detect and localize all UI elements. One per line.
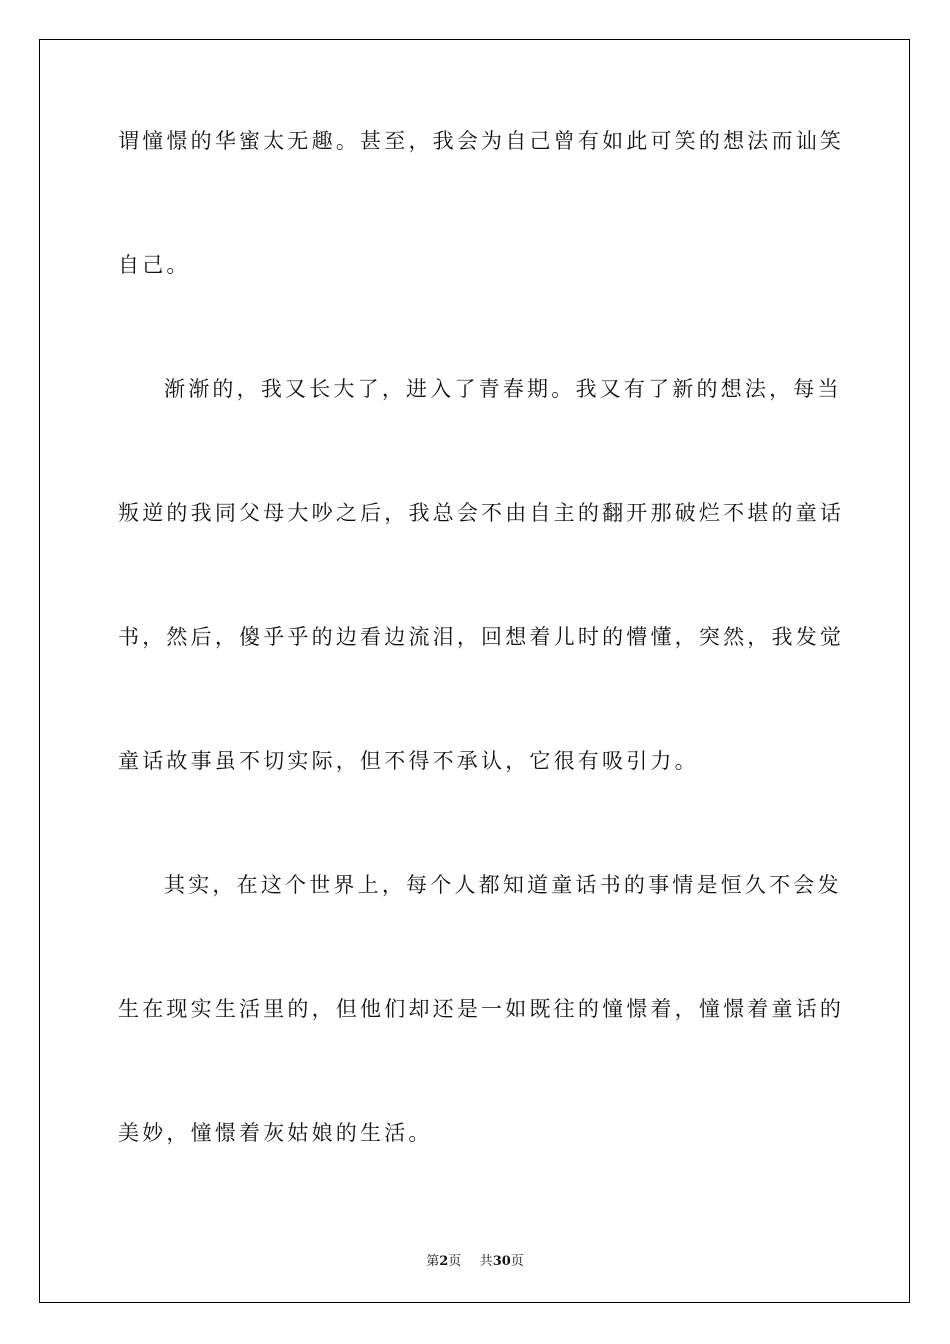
- glyph: 此: [626, 129, 651, 153]
- glyph: 蜜: [239, 129, 264, 153]
- glyph: 甚: [360, 129, 385, 153]
- glyph: 讪: [795, 129, 820, 153]
- glyph: 实: [190, 997, 215, 1021]
- glyph: ，: [747, 625, 772, 649]
- glyph: 会: [456, 501, 482, 525]
- page-footer: [0, 1250, 950, 1269]
- glyph: 又: [599, 377, 624, 401]
- glyph: 我: [432, 129, 457, 153]
- glyph: 如: [505, 997, 530, 1021]
- glyph: 发: [817, 873, 842, 897]
- glyph: 总: [432, 501, 457, 525]
- glyph: 进: [406, 377, 431, 401]
- glyph: 我: [260, 377, 286, 401]
- line-gap: [118, 563, 832, 625]
- line-gap: [118, 439, 832, 501]
- glyph: 边: [335, 625, 361, 649]
- glyph: 太: [263, 129, 288, 153]
- glyph: 却: [408, 997, 433, 1021]
- glyph: 的: [166, 501, 191, 525]
- glyph: 而: [771, 129, 796, 153]
- glyph: 懵: [626, 625, 651, 649]
- text-line: [118, 997, 845, 1059]
- glyph: 在: [142, 997, 167, 1021]
- glyph: 童: [551, 873, 576, 897]
- glyph: 我: [408, 501, 433, 525]
- text-line: 自己。: [118, 253, 191, 277]
- glyph: 期: [527, 377, 552, 401]
- glyph: 个: [285, 873, 310, 897]
- glyph: 然: [166, 625, 191, 649]
- glyph: ，: [236, 377, 261, 401]
- glyph: 会: [456, 129, 482, 153]
- glyph: 都: [478, 873, 503, 897]
- glyph: 憧: [602, 997, 627, 1021]
- glyph: 话: [819, 501, 845, 525]
- glyph: 的: [212, 377, 237, 401]
- glyph: 吵: [311, 501, 336, 525]
- glyph: 的: [623, 873, 649, 897]
- glyph: 翻: [602, 501, 627, 525]
- glyph: 谓: [118, 129, 143, 153]
- glyph: 情: [672, 873, 697, 897]
- glyph: 之: [335, 501, 361, 525]
- glyph: 想: [505, 625, 530, 649]
- glyph: 界: [333, 873, 358, 897]
- glyph: 的: [311, 625, 336, 649]
- glyph: 事: [648, 873, 673, 897]
- glyph: 新: [672, 377, 697, 401]
- glyph: 久: [744, 873, 770, 897]
- glyph: 。: [551, 377, 576, 401]
- glyph: 当: [817, 377, 842, 401]
- glyph: 想: [723, 129, 748, 153]
- glyph: 。: [335, 129, 361, 153]
- glyph: 懂: [650, 625, 675, 649]
- glyph: 我: [190, 501, 215, 525]
- glyph: 春: [502, 377, 528, 401]
- glyph: 童: [771, 997, 796, 1021]
- line-gap: [118, 315, 832, 377]
- glyph: 父: [239, 501, 264, 525]
- glyph: ，: [381, 873, 407, 897]
- page-suffix: 页: [448, 1254, 462, 1269]
- glyph: 的: [696, 377, 721, 401]
- glyph: 乎: [263, 625, 288, 649]
- glyph: 边: [384, 625, 409, 649]
- glyph: 憬: [723, 997, 748, 1021]
- glyph: 话: [575, 873, 600, 897]
- glyph: 傻: [239, 625, 264, 649]
- line-gap: [118, 687, 832, 749]
- glyph: 乎: [287, 625, 312, 649]
- glyph: 憧: [698, 997, 724, 1021]
- glyph: 憬: [166, 129, 191, 153]
- glyph: 回: [481, 625, 506, 649]
- glyph: ，: [674, 997, 699, 1021]
- glyph: 不: [481, 501, 506, 525]
- glyph: 那: [650, 501, 675, 525]
- glyph: 流: [408, 625, 433, 649]
- glyph: 但: [335, 997, 361, 1021]
- glyph: 着: [529, 625, 554, 649]
- glyph: 无: [287, 129, 312, 153]
- glyph: 笑: [819, 129, 845, 153]
- glyph: 个: [430, 873, 455, 897]
- page-prefix: 第: [426, 1254, 440, 1269]
- glyph: 烂: [698, 501, 724, 525]
- glyph: 青: [478, 377, 503, 401]
- glyph: 可: [650, 129, 675, 153]
- glyph: 生: [118, 997, 143, 1021]
- glyph: 想: [720, 377, 745, 401]
- glyph: 话: [795, 997, 820, 1021]
- text-line: [118, 625, 845, 687]
- glyph: 渐: [188, 377, 213, 401]
- glyph: 然: [723, 625, 748, 649]
- glyph: 主: [553, 501, 578, 525]
- glyph: ，: [769, 377, 794, 401]
- line-gap: [118, 191, 832, 253]
- glyph: 后: [190, 625, 215, 649]
- glyph: 同: [214, 501, 240, 525]
- glyph: 的: [771, 501, 796, 525]
- glyph: 有: [623, 377, 649, 401]
- glyph: 一: [481, 997, 506, 1021]
- glyph: 的: [577, 501, 603, 525]
- glyph: 着: [650, 997, 675, 1021]
- text-line: 童话故事虽不切实际，但不得不承认，它很有吸引力。: [118, 749, 699, 773]
- glyph: 憬: [626, 997, 651, 1021]
- glyph: 憧: [142, 129, 167, 153]
- glyph: 上: [357, 873, 382, 897]
- glyph: 开: [626, 501, 651, 525]
- glyph: 了: [454, 377, 479, 401]
- glyph: 是: [456, 997, 482, 1021]
- glyph: 母: [263, 501, 288, 525]
- text-line: [118, 129, 845, 191]
- glyph: 又: [285, 377, 310, 401]
- glyph: 实: [188, 873, 213, 897]
- glyph: 至: [384, 129, 409, 153]
- glyph: 知: [502, 873, 528, 897]
- glyph: 恒: [720, 873, 745, 897]
- text-line: [118, 501, 845, 563]
- glyph: 的: [819, 997, 845, 1021]
- glyph: 人: [454, 873, 479, 897]
- glyph: 的: [287, 997, 312, 1021]
- glyph: 是: [696, 873, 721, 897]
- glyph: 会: [793, 873, 818, 897]
- glyph: 现: [166, 997, 191, 1021]
- glyph: 世: [309, 873, 334, 897]
- glyph: 己: [529, 129, 554, 153]
- line-gap: [118, 935, 832, 997]
- glyph: 里: [263, 997, 288, 1021]
- glyph: 法: [747, 129, 772, 153]
- glyph: 曾: [553, 129, 578, 153]
- line-gap: [118, 1059, 832, 1121]
- text-line: [118, 873, 842, 935]
- glyph: 入: [430, 377, 455, 401]
- total-suffix: 页: [510, 1254, 524, 1269]
- glyph: 逆: [142, 501, 167, 525]
- glyph: 的: [190, 129, 215, 153]
- glyph: 长: [309, 377, 334, 401]
- glyph: 发: [795, 625, 820, 649]
- document-body: [118, 129, 845, 1183]
- text-line: [118, 377, 842, 439]
- glyph: 我: [575, 377, 600, 401]
- glyph: 童: [795, 501, 820, 525]
- glyph: 我: [771, 625, 796, 649]
- glyph: ，: [456, 625, 482, 649]
- glyph: 破: [674, 501, 699, 525]
- glyph: 这: [260, 873, 286, 897]
- glyph: 书: [118, 625, 143, 649]
- glyph: 不: [723, 501, 748, 525]
- glyph: 的: [602, 625, 627, 649]
- glyph: 觉: [819, 625, 845, 649]
- glyph: 有: [577, 129, 603, 153]
- glyph: 华: [214, 129, 240, 153]
- text-line: 美妙，憧憬着灰姑娘的生活。: [118, 1121, 433, 1145]
- glyph: 不: [769, 873, 794, 897]
- glyph: 大: [333, 377, 358, 401]
- glyph: 着: [747, 997, 772, 1021]
- page-number: 2: [439, 1254, 449, 1269]
- glyph: ，: [384, 501, 409, 525]
- glyph: 为: [481, 129, 506, 153]
- glyph: ，: [311, 997, 336, 1021]
- glyph: 的: [577, 997, 603, 1021]
- glyph: 他: [360, 997, 385, 1021]
- glyph: 道: [527, 873, 552, 897]
- glyph: 由: [505, 501, 530, 525]
- glyph: 活: [239, 997, 264, 1021]
- total-pages: 30: [492, 1254, 511, 1269]
- glyph: 笑: [674, 129, 699, 153]
- glyph: 自: [505, 129, 530, 153]
- glyph: 大: [287, 501, 312, 525]
- glyph: 书: [599, 873, 624, 897]
- glyph: 在: [236, 873, 261, 897]
- total-prefix: 共: [479, 1254, 493, 1269]
- glyph: ，: [212, 873, 237, 897]
- glyph: ，: [674, 625, 699, 649]
- glyph: 的: [698, 129, 724, 153]
- glyph: 突: [698, 625, 724, 649]
- glyph: 往: [553, 997, 578, 1021]
- glyph: 堪: [747, 501, 772, 525]
- line-gap: [118, 811, 832, 873]
- glyph: 法: [744, 377, 770, 401]
- glyph: ，: [214, 625, 240, 649]
- glyph: 后: [360, 501, 385, 525]
- glyph: 了: [648, 377, 673, 401]
- glyph: 其: [164, 873, 189, 897]
- glyph: 儿: [553, 625, 578, 649]
- glyph: 泪: [432, 625, 457, 649]
- glyph: 还: [432, 997, 457, 1021]
- glyph: 叛: [118, 501, 143, 525]
- glyph: 趣: [311, 129, 336, 153]
- glyph: 生: [214, 997, 240, 1021]
- glyph: ，: [142, 625, 167, 649]
- glyph: 每: [406, 873, 431, 897]
- glyph: 自: [529, 501, 554, 525]
- glyph: 们: [384, 997, 409, 1021]
- glyph: ，: [381, 377, 407, 401]
- glyph: 如: [602, 129, 627, 153]
- glyph: 看: [360, 625, 385, 649]
- glyph: 时: [577, 625, 603, 649]
- glyph: 每: [793, 377, 818, 401]
- glyph: ，: [408, 129, 433, 153]
- glyph: 了: [357, 377, 382, 401]
- glyph: 渐: [164, 377, 189, 401]
- glyph: 既: [529, 997, 554, 1021]
